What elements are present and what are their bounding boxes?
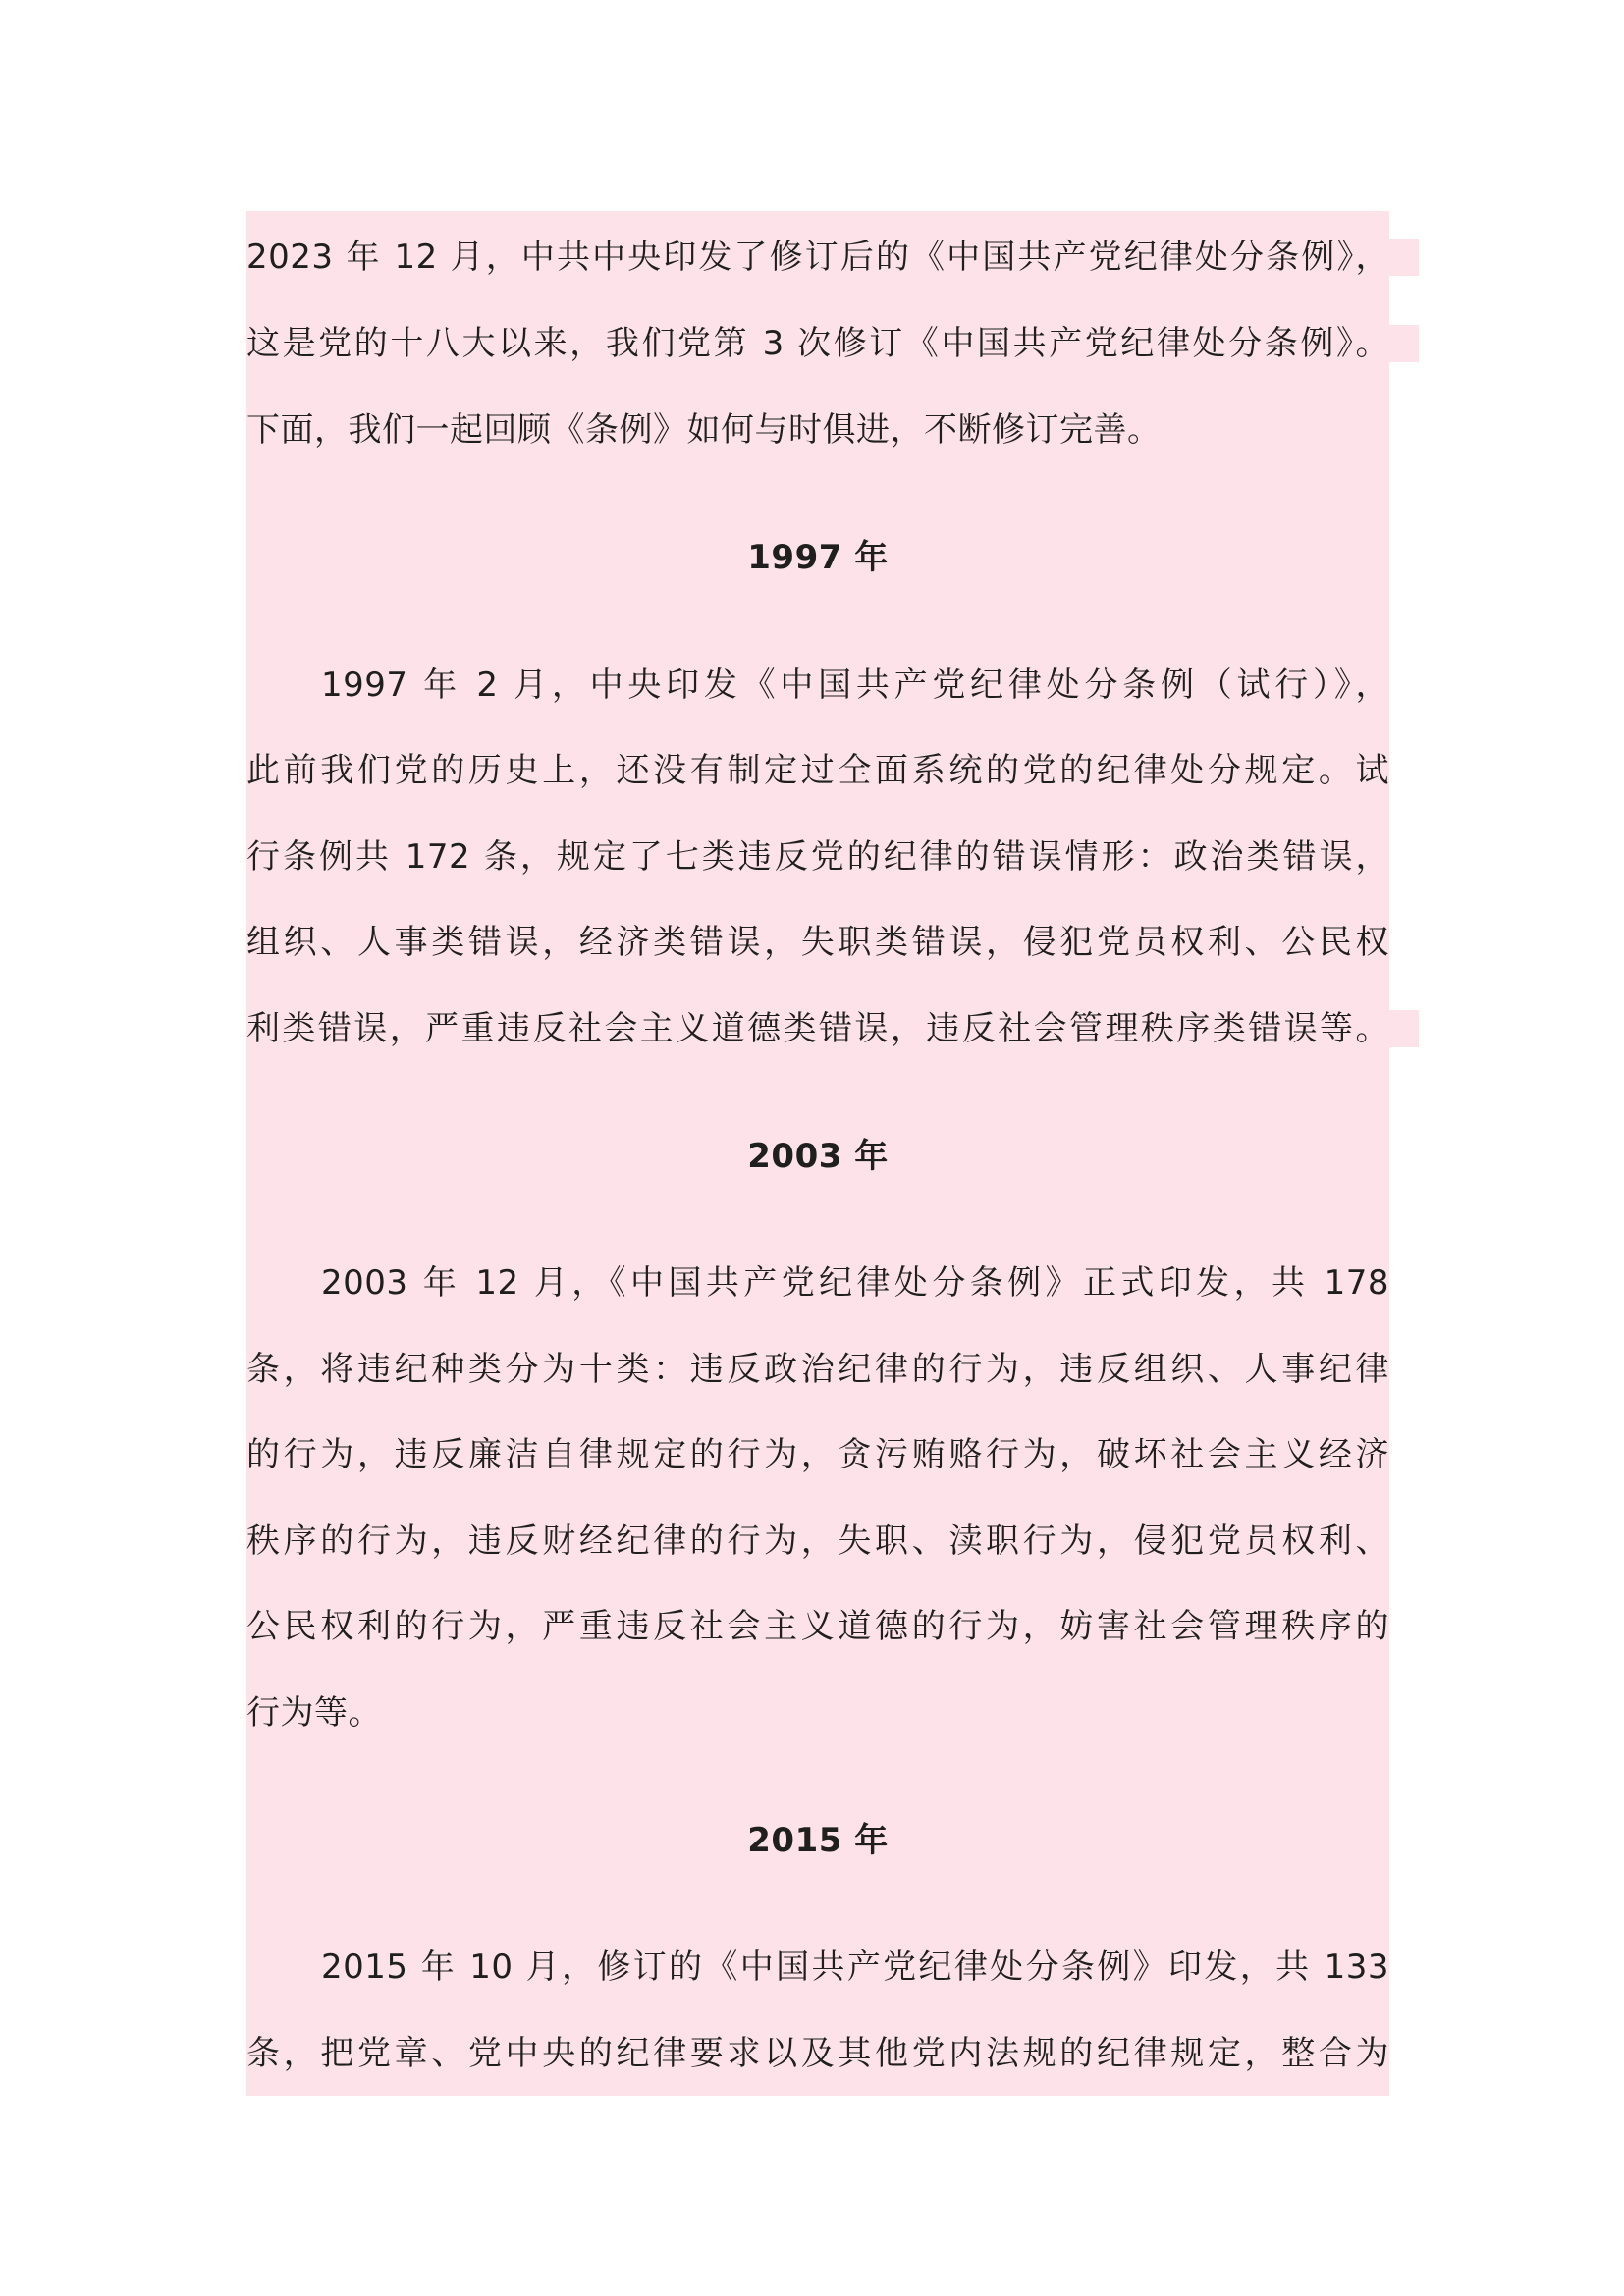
paragraph-line: 2003 年 12 月，《中国共产党纪律处分条例》正式印发，共 178 xyxy=(321,1263,1389,1303)
intro-line: 这是党的十八大以来，我们党第 3 次修订《中国共产党纪律处分条例》。 xyxy=(246,324,1389,363)
intro-line: 下面，我们一起回顾《条例》如何与时俱进，不断修订完善。 xyxy=(246,410,1162,450)
highlight-overflow xyxy=(1389,1010,1419,1047)
section-heading: 1997 年 xyxy=(747,538,889,577)
intro-line: 2023 年 12 月，中共中央印发了修订后的《中国共产党纪律处分条例》， xyxy=(246,238,1389,277)
paragraph-line: 行条例共 172 条，规定了七类违反党的纪律的错误情形：政治类错误， xyxy=(246,837,1389,877)
highlight-overflow xyxy=(1389,239,1419,276)
section-heading: 2015 年 xyxy=(747,1821,889,1860)
paragraph-line: 的行为，违反廉洁自律规定的行为，贪污贿赂行为，破坏社会主义经济 xyxy=(246,1435,1389,1474)
paragraph-line: 条，把党章、党中央的纪律要求以及其他党内法规的纪律规定，整合为 xyxy=(246,2034,1389,2073)
paragraph-line: 行为等。 xyxy=(246,1693,382,1733)
paragraph-line: 秩序的行为，违反财经纪律的行为，失职、渎职行为，侵犯党员权利、 xyxy=(246,1522,1389,1561)
paragraph-line: 2015 年 10 月，修订的《中国共产党纪律处分条例》印发，共 133 xyxy=(321,1948,1389,1987)
paragraph-line: 利类错误，严重违反社会主义道德类错误，违反社会管理秩序类错误等。 xyxy=(246,1009,1389,1048)
highlight-overflow xyxy=(1389,325,1419,362)
paragraph-line: 此前我们党的历史上，还没有制定过全面系统的党的纪律处分规定。试 xyxy=(246,751,1389,790)
paragraph-line: 公民权利的行为，严重违反社会主义道德的行为，妨害社会管理秩序的 xyxy=(246,1607,1389,1646)
section-heading: 2003 年 xyxy=(747,1137,889,1176)
paragraph-line: 条，将违纪种类分为十类：违反政治纪律的行为，违反组织、人事纪律 xyxy=(246,1350,1389,1389)
paragraph-line: 组织、人事类错误，经济类错误，失职类错误，侵犯党员权利、公民权 xyxy=(246,923,1389,962)
paragraph-line: 1997 年 2 月，中央印发《中国共产党纪律处分条例（试行）》， xyxy=(321,666,1389,705)
